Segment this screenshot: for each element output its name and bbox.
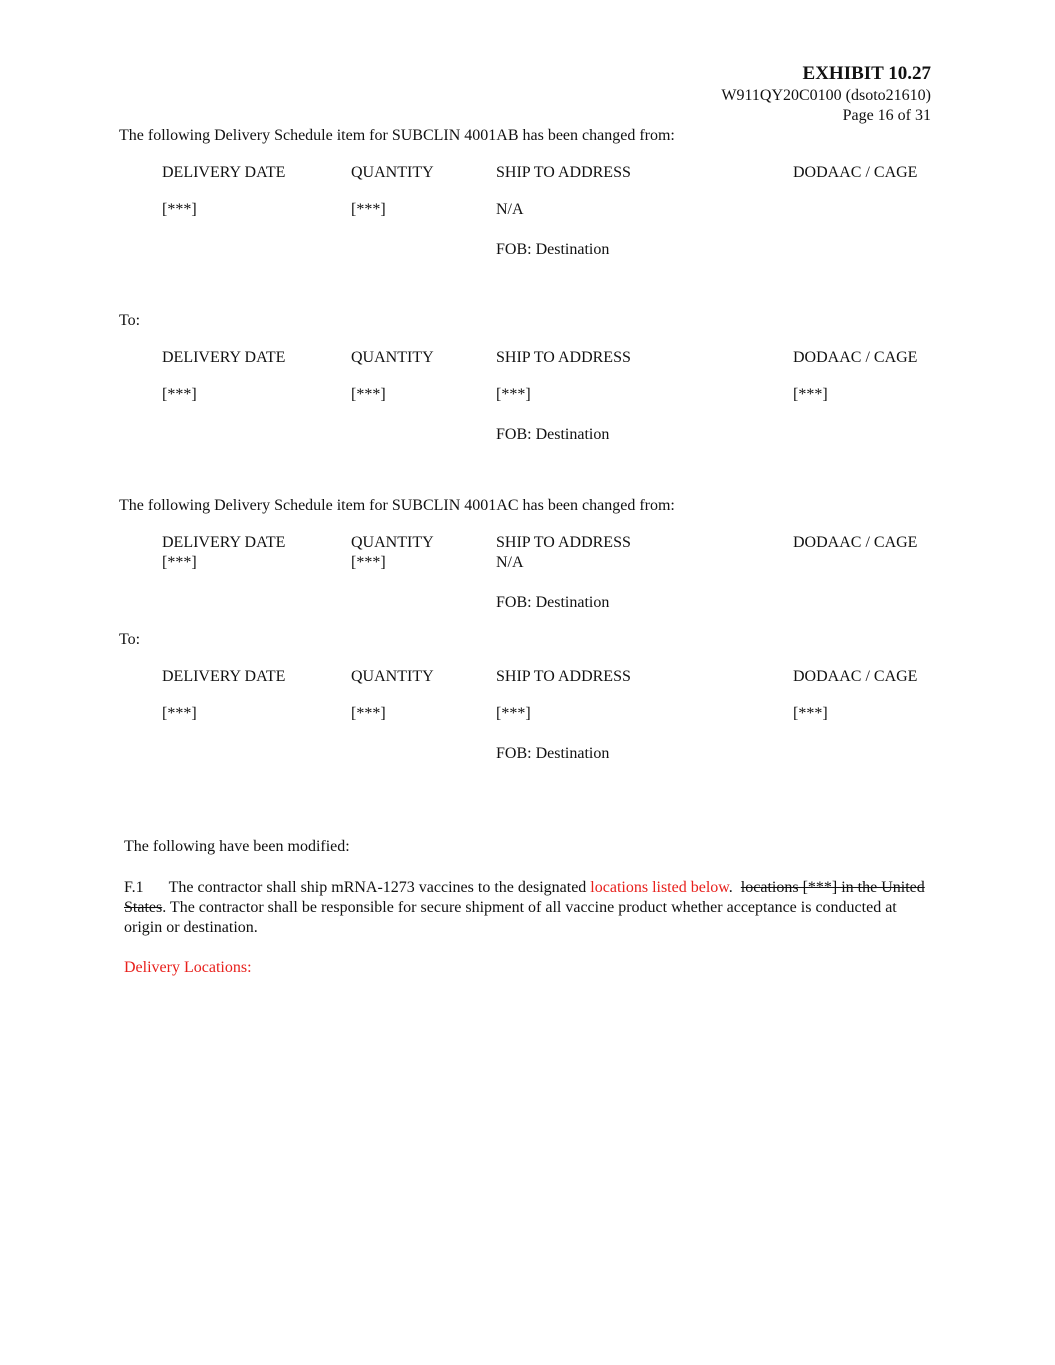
col-header-quantity: QUANTITY <box>351 668 434 685</box>
ab-from-fob: FOB: Destination <box>496 241 610 258</box>
exhibit-number: EXHIBIT 10.27 <box>802 63 931 84</box>
col-header-dodaac: DODAAC / CAGE <box>793 349 918 366</box>
contract-number: W911QY20C0100 (dsoto21610) <box>721 87 931 104</box>
ac-to-fob: FOB: Destination <box>496 745 610 762</box>
col-header-quantity: QUANTITY <box>351 534 434 551</box>
ab-from-quantity: [***] <box>351 201 386 218</box>
col-header-delivery-date: DELIVERY DATE <box>162 349 286 366</box>
ac-to-label: To: <box>119 631 141 648</box>
modified-heading: The following have been modified: <box>124 838 350 855</box>
col-header-ship-to: SHIP TO ADDRESS <box>496 668 631 685</box>
col-header-ship-to: SHIP TO ADDRESS <box>496 349 631 366</box>
col-header-quantity: QUANTITY <box>351 349 434 366</box>
f1-number: F.1 <box>124 879 144 896</box>
col-header-dodaac: DODAAC / CAGE <box>793 668 918 685</box>
f1-deleted-text: locations [***] in the United States <box>124 879 925 916</box>
ab-to-label: To: <box>119 312 141 329</box>
ac-from-ship: N/A <box>496 554 524 571</box>
ab-to-fob: FOB: Destination <box>496 426 610 443</box>
ab-from-date: [***] <box>162 201 197 218</box>
page-number: Page 16 of 31 <box>842 107 931 124</box>
ab-to-date: [***] <box>162 386 197 403</box>
ac-to-quantity: [***] <box>351 705 386 722</box>
delivery-locations-heading: Delivery Locations: <box>124 959 252 976</box>
ab-to-quantity: [***] <box>351 386 386 403</box>
f1-period: . <box>728 879 741 896</box>
ac-from-quantity: [***] <box>351 554 386 571</box>
col-header-dodaac: DODAAC / CAGE <box>793 164 918 181</box>
ab-to-ship: [***] <box>496 386 531 403</box>
col-header-delivery-date: DELIVERY DATE <box>162 164 286 181</box>
ac-to-date: [***] <box>162 705 197 722</box>
ac-from-fob: FOB: Destination <box>496 594 610 611</box>
col-header-quantity: QUANTITY <box>351 164 434 181</box>
ab-to-dodaac: [***] <box>793 386 828 403</box>
section-ab-intro: The following Delivery Schedule item for SUBCLIN 4001AB has been changed from: <box>119 127 675 144</box>
ac-to-ship: [***] <box>496 705 531 722</box>
section-ac-intro: The following Delivery Schedule item for SUBCLIN 4001AC has been changed from: <box>119 497 675 514</box>
ac-to-dodaac: [***] <box>793 705 828 722</box>
col-header-dodaac: DODAAC / CAGE <box>793 534 918 551</box>
f1-paragraph <box>124 878 930 938</box>
col-header-ship-to: SHIP TO ADDRESS <box>496 534 631 551</box>
f1-inserted-text: locations listed below <box>590 879 729 896</box>
col-header-delivery-date: DELIVERY DATE <box>162 534 286 551</box>
f1-text-start: The contractor shall ship mRNA-1273 vaccines to the designated <box>168 879 591 896</box>
f1-text-end: . The contractor shall be responsible for secure shipment of all vaccine product whether acceptance is conducted at origin or destination. <box>124 899 897 936</box>
ab-from-ship: N/A <box>496 201 524 218</box>
col-header-ship-to: SHIP TO ADDRESS <box>496 164 631 181</box>
ac-from-date: [***] <box>162 554 197 571</box>
col-header-delivery-date: DELIVERY DATE <box>162 668 286 685</box>
